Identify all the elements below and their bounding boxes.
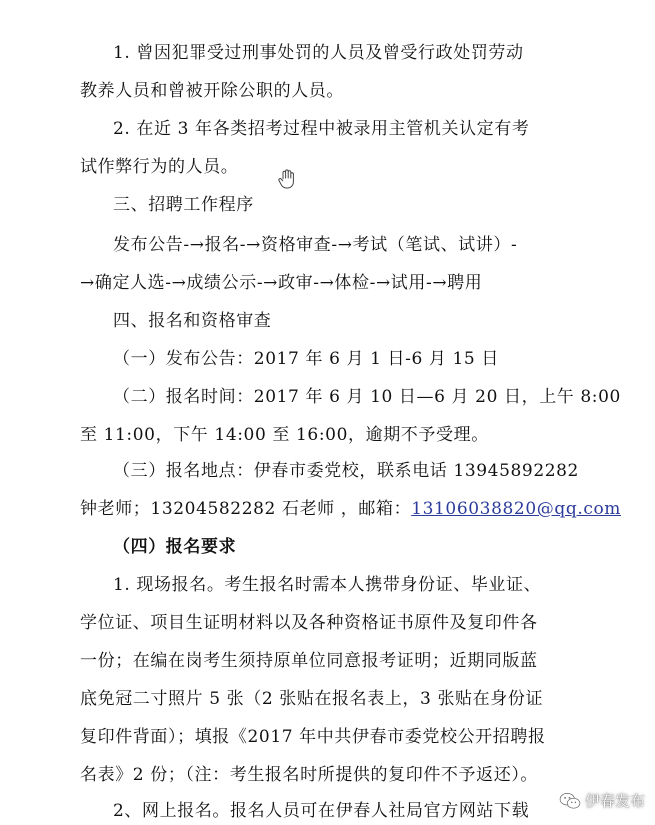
contact-text: 钟老师；13204582282 石老师 ，邮箱： (80, 499, 412, 519)
watermark (559, 790, 645, 811)
text-line-20: 名表》2 份；（注：考生报名时所提供的复印件不予返还）。 (80, 765, 539, 785)
subsection-heading-4: （四）报名要求 (113, 537, 237, 557)
text-line-16: 学位证、项目生证明材料以及各种资格证书原件及复印件各 (80, 613, 538, 633)
section-heading-4: 四、报名和资格审查 (113, 311, 272, 331)
text-line-12: （三）报名地点：伊春市委党校，联系电话 13945892282 (113, 461, 579, 481)
text-line-6: 发布公告-→报名-→资格审查-→考试（笔试、试讲）- (113, 235, 518, 255)
text-line-9: （一）发布公告：2017 年 6 月 1 日-6 月 15 日 (113, 349, 499, 369)
text-line-15: 1. 现场报名。考生报名时需本人携带身份证、毕业证、 (113, 575, 542, 595)
email-link[interactable]: 13106038820@qq.com (411, 499, 622, 519)
wechat-icon (559, 792, 581, 810)
text-line-1: 1. 曾因犯罪受过刑事处罚的人员及曾受行政处罚劳动 (113, 43, 524, 63)
text-line-10: （二）报名时间：2017 年 6 月 10 日—6 月 20 日，上午 8:00 (113, 387, 621, 407)
text-line-7: →确定人选-→成绩公示-→政审-→体检-→试用-→聘用 (80, 273, 483, 293)
text-line-21: 2、网上报名。报名人员可在伊春人社局官方网站下载 (113, 801, 530, 821)
text-line-4: 试作弊行为的人员。 (80, 157, 239, 177)
hand-cursor-icon (276, 168, 298, 190)
text-line-11: 至 11:00，下午 14:00 至 16:00，逾期不予受理。 (80, 425, 489, 445)
text-line-18: 底免冠二寸照片 5 张（2 张贴在报名表上，3 张贴在身份证 (80, 689, 544, 709)
text-line-17: 一份；在编在岗考生须持原单位同意报考证明；近期同版蓝 (80, 651, 538, 671)
section-heading-3: 三、招聘工作程序 (113, 195, 254, 215)
text-line-19: 复印件背面）；填报《2017 年中共伊春市委党校公开招聘报 (80, 727, 546, 747)
text-line-2: 教养人员和曾被开除公职的人员。 (80, 81, 344, 101)
watermark-label: 伊春发布 (584, 792, 645, 810)
text-line-3: 2. 在近 3 年各类招考过程中被录用主管机关认定有考 (113, 119, 530, 139)
text-line-13 (80, 498, 621, 520)
